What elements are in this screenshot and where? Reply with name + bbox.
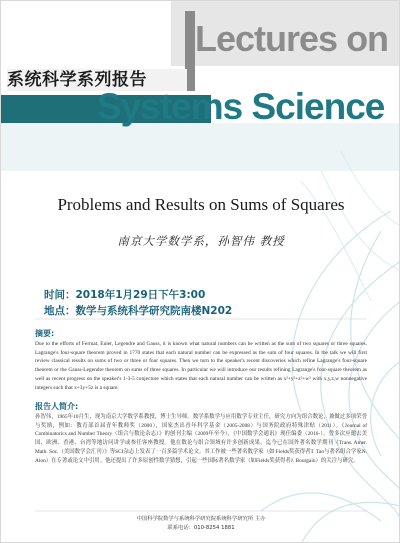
series-english-title-line1: Lectures on [195, 18, 389, 59]
organizer-line: 中国科学院数学与系统科学研究院系统科学研究所 主办 [136, 516, 266, 522]
series-english-title-line2: Systems Science [97, 86, 385, 127]
bio-body: 孙智伟，1965年10月生，现为南京大学数学系教授，博士生导师。数学系数学与应用数学专业主任，研究方向为组合数论，兼做过多项荣誉与奖励，例如：教育部首届青年教师奖（2000），国家杰出青年科学基金（2005-2008）与国务院政府特殊津贴（2011）。《Journal of Combinatorics and Number Theory（组合与数论杂志）》的创刊主编（2009年至今），《中国数学会通讯》现任编委（2016-）。曾多次应邀去美国、欧洲、香港、台湾等地访问讲学或参任客座教授。他在数论与组合领域有许多创新成果，迄今已在国外著名数学期刊《Trans. Amer. Math. Soc.（美国数学会汇刊）》等SCI杂志上发表了一百多篇学术论文。其工作被一些著名数学家（如 Fields奖获得者T. Tao与著名组合学家N. Alon）在专著或论文中引用。他还提出了许多原创性数学猜想，引起一些国际著名数学家（如Fields奖获得者J. Bourgain）的关注与研究。 [35, 414, 367, 464]
talk-title: Problems and Results on Sums of Squares [57, 195, 345, 214]
abstract-body: Due to the efforts of Fermat, Euler, Legendre and Gauss, it is known what natural numbers can be written as the sum of two squares or three squares. Lagrange's four-square theorem proved in 1770 states that each natural number can be expressed as the sum of four squares. In the talk we will first review classical results on sums of two or three or four squares. Then we turn to the speaker's recent discoveries which refine Lagrange's four-square theorem or the Gauss-Legendre theorem on sums of three squares. In particular we will introduce our results refining Lagrange's four-square theorem as well as recent progress on the speaker's 1-3-5 conjecture which states that each natural number can be written as x²+y²+z²+w² with x,y,z,w nonnegative integers such that x+3y+5z is a square. [35, 341, 367, 391]
contact-phone: 联系电话：010-8254 1881 [167, 525, 235, 531]
series-chinese-title: 系统科学系列报告 [7, 69, 187, 91]
bio-heading: 报告人简介: [35, 402, 79, 411]
speaker-line: 南京大学数学系，孙智伟 教授 [117, 234, 285, 248]
talk-place: 地点：数学与系统科学研究院南楼N202 [44, 305, 233, 317]
talk-time: 时间：2018年1月29日下午3:00 [44, 289, 206, 301]
abstract-heading: 摘要: [35, 329, 55, 338]
decorative-petal-lines [301, 151, 400, 301]
light-band [1, 123, 400, 171]
